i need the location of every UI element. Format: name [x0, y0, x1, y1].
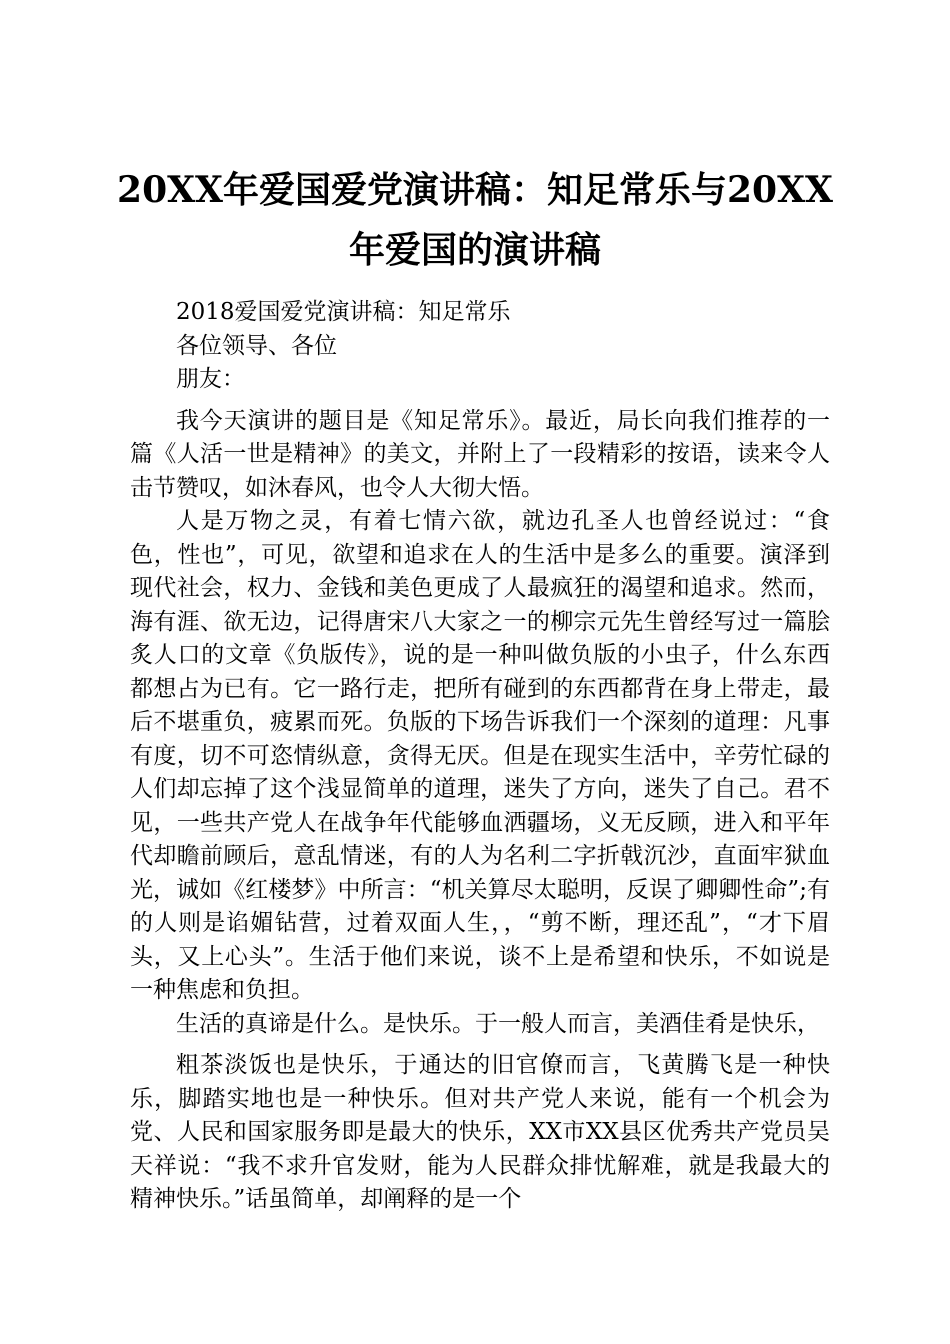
document-title: 20XX年爱国爱党演讲稿：知足常乐与20XX年爱国的演讲稿 — [117, 169, 833, 271]
salutation-line-2: 朋友： — [176, 366, 245, 392]
salutation-line-1: 各位领导、各位 — [176, 332, 337, 359]
paragraph-desire: 人是万物之灵，有着七情六欲，就边孔圣人也曾经说过：“食色，性也”，可见，欲望和追求在人的生活中是多么的重要。演泽到现代社会，权力、金钱和美色更成了人最疯狂的渴望和追求。然而，海有涯、欲无边，记得唐宋八大家之一的柳宗元先生曾经写过一篇脍炙人口的文章《负版传》，说的是一种叫做负版的小虫子，什么东西都想占为已有。它一路行走，把所有碰到的东西都背在身上带走，最后不堪重负，疲累而死。负版的下场告诉我们一个深刻的道理：凡事有度，切不可恣情纵意，贪得无厌。但是在现实生活中，辛劳忙碌的人们却忘掉了这个浅显简单的道理，迷失了方向，迷失了自己。君不见，一些共产党人在战争年代能够血洒疆场，义无反顾，进入和平年代却瞻前顾后，意乱情迷，有的人为名利二字折戟沉沙，直面牢狱血光，诚如《红楼梦》中所言：“机关算尽太聪明，反误了卿卿性命”;有的人则是谄媚钻营，过着双面人生，，“剪不断，理还乱”，“才下眉头，又上心头”。生活于他们来说，谈不上是希望和快乐，不如说是一种焦虑和负担。 — [130, 508, 830, 1003]
paragraph-truth: 生活的真谛是什么。是快乐。于一般人而言，美酒佳肴是快乐， — [176, 1010, 820, 1037]
subtitle-line: 2018爱国爱党演讲稿：知足常乐 — [176, 299, 511, 325]
paragraph-happiness: 粗茶淡饭也是快乐，于通达的旧官僚而言，飞黄腾飞是一种快乐，脚踏实地也是一种快乐。但对共产党人来说，能有一个机会为党、人民和国家服务即是最大的快乐，XX市XX县区优秀共产党员吴天祥说：“我不求升官发财，能为人民群众排忧解难，就是我最大的精神快乐。”话虽简单，却阐释的是一个 — [130, 1052, 830, 1212]
document-body — [130, 296, 830, 1217]
paragraph-intro: 我今天演讲的题目是《知足常乐》。最近，局长向我们推荐的一篇《人活一世是精神》的美文，并附上了一段精彩的按语，读来令人击节赞叹，如沐春风，也令人大彻大悟。 — [130, 407, 830, 501]
